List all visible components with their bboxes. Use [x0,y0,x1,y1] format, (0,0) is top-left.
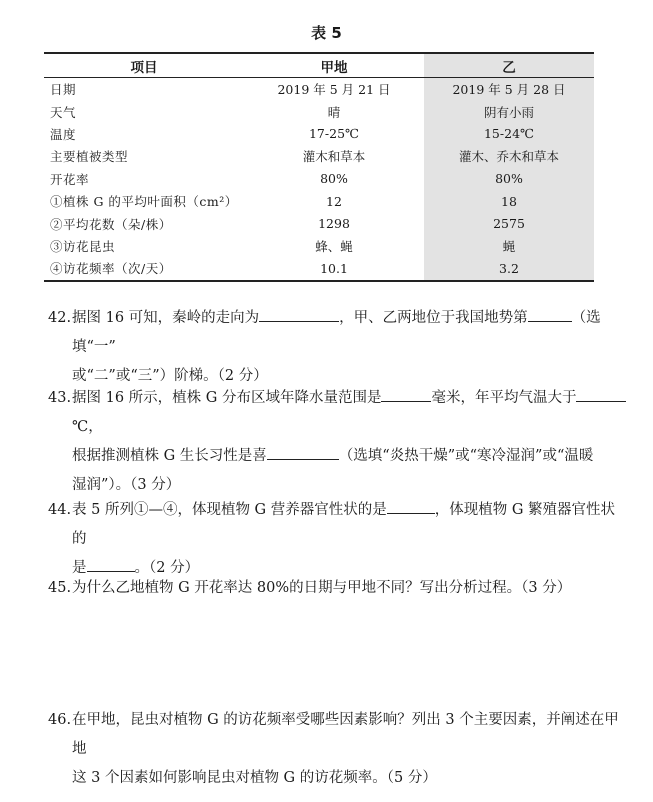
question-text: 在甲地，昆虫对植物 G 的访花频率受哪些因素影响？列出 3 个主要因素，并阐述在甲地 [72,712,619,757]
site-a-value-cell: 12 [326,193,342,209]
question-text: 据图 16 所示，植株 G 分布区域年降水量范围是 [72,390,382,406]
site-a-value-cell: 晴 [327,104,341,120]
question-44 [48,496,628,583]
row-item-cell: 开花率 [50,171,90,187]
question-number: 44. [48,502,72,518]
site-b-value-cell: 18 [424,190,594,212]
answer-blank[interactable] [267,443,339,460]
answer-blank[interactable] [381,385,431,402]
row-item-cell: ④访花频率（次/天） [44,257,244,280]
table-row [44,168,594,190]
site-b-value-cell: 灌木、乔木和草本 [424,145,594,167]
question-text: ，体现植物 G 繁殖器官性状的 [72,502,616,547]
question-text: 据图 16 可知，秦岭的走向为 [72,310,260,326]
question-text: 或“二”或“三”）阶梯。（2 分） [72,368,268,384]
header-site-a: 甲地 [244,53,424,78]
site-a-value-cell: 10.1 [244,257,424,280]
question-42 [48,304,628,391]
answer-blank[interactable] [576,385,626,402]
question-text: 根据推测植株 G 生长习性是喜 [72,448,267,464]
answer-blank[interactable] [528,305,572,322]
site-b-value-cell: 3.2 [424,257,594,280]
table-row [44,100,594,122]
row-item-cell: ①植株 G 的平均叶面积（cm²） [50,194,238,210]
question-text: 这 3 个因素如何影响昆虫对植物 G 的访花频率。（5 分） [72,770,437,786]
site-a-value-cell: 2019 年 5 月 21 日 [277,82,391,98]
site-b-value-cell: 蝇 [424,235,594,257]
question-text: 是 [72,560,87,576]
question-43 [48,384,628,500]
question-number: 46. [48,712,72,728]
site-a-value-cell: 1298 [318,216,350,232]
question-text: 表 5 所列①—④，体现植物 G 营养器官性状的是 [72,502,387,518]
question-text: 毫米，年平均气温大于 [431,390,577,406]
table-row [44,190,594,212]
table-row [44,78,594,101]
question-number: 42. [48,310,72,326]
question-text: 。（2 分） [134,560,200,576]
question-text: 为什么乙地植物 G 开花率达 80%的日期与甲地不同？写出分析过程。（3 分） [72,580,572,596]
site-a-value-cell: 17-25℃ [308,126,360,142]
site-a-value-cell: 灌木和草本 [302,149,366,165]
question-number: 45. [48,580,72,596]
row-item-cell: 天气 [50,104,77,120]
question-45 [48,574,628,603]
row-item-cell: 温度 [50,126,77,142]
header-item: 项目 [44,53,244,78]
answer-blank[interactable] [387,497,435,514]
table-header-row [44,53,594,78]
site-a-value-cell: 蜂、蝇 [315,238,353,254]
answer-blank[interactable] [259,305,339,322]
site-b-value-cell: 2019 年 5 月 28 日 [424,78,594,101]
site-b-value-cell: 2575 [424,212,594,234]
question-text: 湿润”）。（3 分） [72,477,181,493]
table-caption: 表 5 [311,24,342,42]
table-row [44,145,594,167]
site-b-value-cell: 80% [424,168,594,190]
answer-blank[interactable] [87,555,135,572]
row-item-cell: 日期 [50,82,77,98]
question-number: 43. [48,390,72,406]
question-text: ℃， [72,419,103,435]
question-text: ，甲、乙两地位于我国地势第 [339,310,528,326]
site-a-value-cell: 80% [320,171,348,187]
table-row [44,257,594,280]
table-row [44,123,594,145]
table-row [44,235,594,257]
question-text: （选填“一” [72,310,601,355]
site-b-value-cell: 15-24℃ [424,123,594,145]
header-site-b: 乙 [424,53,594,78]
row-item-cell: ③访花昆虫 [50,238,116,254]
row-item-cell: 主要植被类型 [50,149,129,165]
row-item-cell: ②平均花数（朵/株） [50,216,172,232]
question-text: （选填“炎热干燥”或“寒冷湿润”或“温暖 [338,448,594,464]
site-b-value-cell: 阴有小雨 [424,100,594,122]
data-table [44,52,594,282]
question-46 [48,706,628,793]
table-row [44,212,594,234]
